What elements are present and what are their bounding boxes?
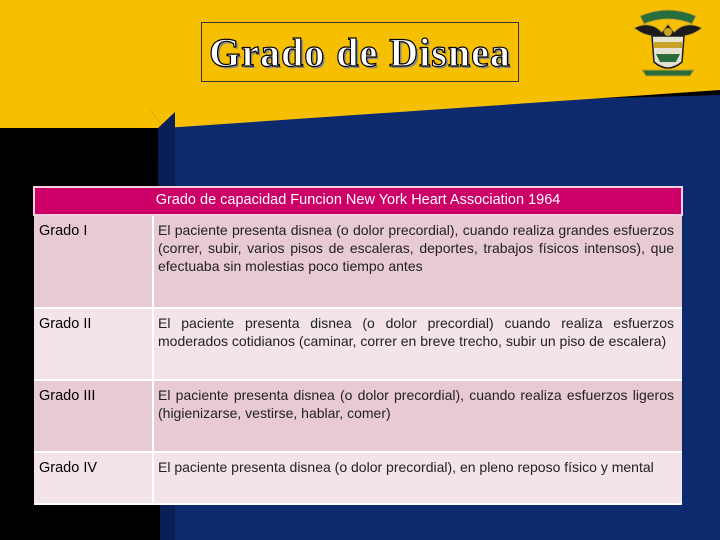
table-header: Grado de capacidad Funcion New York Heart Association 1964 [34, 187, 682, 215]
grade-cell: Grado I [34, 215, 153, 308]
nyha-dyspnea-table [33, 186, 683, 505]
table-row [34, 380, 682, 452]
grade-cell: Grado IV [34, 452, 153, 504]
description-cell: El paciente presenta disnea (o dolor precordial), cuando realiza grandes esfuerzos (correr, subir, varios pisos de escaleras, deportes, trabajos físicos intensos), que efectuaba sin molestias poco tiempo antes [153, 215, 682, 308]
eagle-crest-emblem-icon [632, 2, 704, 80]
description-cell: El paciente presenta disnea (o dolor precordial) cuando realiza esfuerzos moderados cotidianos (caminar, correr en breve trecho, subir un piso de escalera) [153, 308, 682, 380]
description-cell: El paciente presenta disnea (o dolor precordial), en pleno reposo físico y mental [153, 452, 682, 504]
grade-cell: Grado II [34, 308, 153, 380]
title-box [201, 22, 519, 82]
slide-title: Grado de Disnea [209, 29, 511, 75]
grade-cell: Grado III [34, 380, 153, 452]
table-row [34, 452, 682, 504]
description-cell: El paciente presenta disnea (o dolor precordial), cuando realiza esfuerzos ligeros (higienizarse, vestirse, hablar, comer) [153, 380, 682, 452]
table-row [34, 308, 682, 380]
table-row [34, 215, 682, 308]
